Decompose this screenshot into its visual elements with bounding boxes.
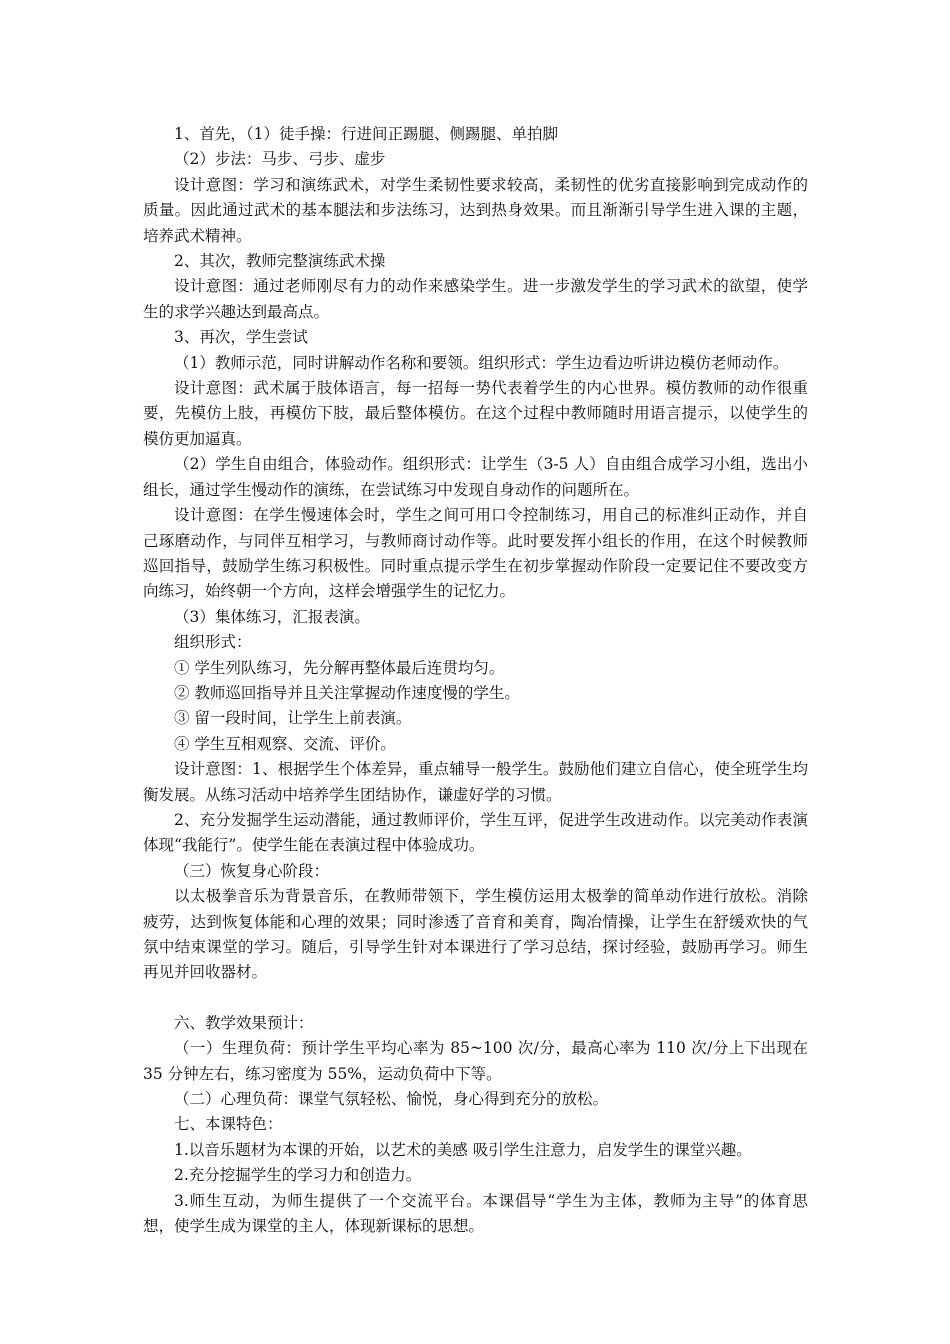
paragraph-group-practice: （2）学生自由组合，体验动作。组织形式：让学生（3-5 人）自由组合成学习小组，选出小组长，通过学生慢动作的演练，在尝试练习中发现自身动作的问题所在。 — [143, 455, 808, 499]
list-item-2: ② 教师巡回指导并且关注掌握动作速度慢的学生。 — [174, 683, 520, 702]
paragraph-taichi-cooldown: 以太极拳音乐为背景音乐，在教师带领下，学生模仿运用太极拳的简单动作进行放松。消除疲劳，达到恢复体能和心理的效果；同时渗透了音育和美育，陶冶情操，让学生在舒缓欢快的气氛中结束课堂的学习。随后，引导学生针对本课进行了学习总结，探讨经验，鼓励再学习。师生再见并回收器材。 — [143, 887, 808, 982]
paragraph-organization-form: 组织形式： — [174, 633, 252, 652]
paragraph-footwork: （2）步法：马步、弓步、虚步 — [174, 150, 386, 169]
paragraph-spacer — [143, 986, 808, 1011]
paragraph-warmup-drills: 1、首先，（1）徒手操：行进间正踢腿、侧踢腿、单拍脚 — [174, 125, 558, 143]
paragraph-physiological-load: （一）生理负荷：预计学生平均心率为 85~100 次/分，最高心率为 110 次/分上下出现在 35 分钟左右，练习密度为 55%，运动负荷中下等。 — [143, 1039, 808, 1083]
paragraph-teacher-demo: 2、其次，教师完整演练武术操 — [174, 252, 386, 271]
list-item-1: ① 学生列队练习，先分解再整体最后连贯均匀。 — [174, 658, 505, 677]
section-heading-expected-effect: 六、教学效果预计： — [174, 1013, 314, 1032]
list-item-4: ④ 学生互相观察、交流、评价。 — [174, 734, 396, 753]
paragraph-design-intent-1: 设计意图：学习和演练武术，对学生柔韧性要求较高，柔韧性的优劣直接影响到完成动作的质量。因此通过武术的基本腿法和步法练习，达到热身效果。而且渐渐引导学生进入课的主题，培养武术精神。 — [143, 175, 808, 245]
section-heading-recovery: （三）恢复身心阶段： — [174, 861, 330, 880]
feature-item-2: 2.充分挖掘学生的学习力和创造力。 — [174, 1166, 422, 1185]
paragraph-teacher-explain: （1）教师示范，同时讲解动作名称和要领。组织形式：学生边看边听讲边模仿老师动作。 — [174, 353, 789, 372]
paragraph-collective-practice: （3）集体练习，汇报表演。 — [174, 607, 370, 626]
section-heading-features: 七、本课特色： — [174, 1115, 283, 1134]
paragraph-design-intent-4: 设计意图：在学生慢速体会时，学生之间可用口令控制练习，用自己的标准纠正动作，并自己琢磨动作，与同伴互相学习，与教师商讨动作等。此时要发挥小组长的作用，在这个时候教师巡回指导，鼓励学生练习积极性。同时重点提示学生在初步掌握动作阶段一定要记住不要改变方向练习，始终朝一个方向，这样会增强学生的记忆力。 — [143, 506, 808, 601]
paragraph-design-intent-2: 设计意图：通过老师刚尽有力的动作来感染学生。进一步激发学生的学习武术的欲望，使学生的求学兴趣达到最高点。 — [143, 277, 808, 321]
paragraph-psychological-load: （二）心理负荷：课堂气氛轻松、愉悦，身心得到充分的放松。 — [174, 1090, 609, 1109]
document-page — [143, 122, 808, 1239]
feature-item-3: 3.师生互动，为师生提供了一个交流平台。本课倡导“学生为主体，教师为主导”的体育思想，使学生成为课堂的主人，体现新课标的思想。 — [143, 1191, 808, 1236]
feature-item-1: 1.以音乐题材为本课的开始，以艺术的美感 吸引学生注意力，启发学生的课堂兴趣。 — [174, 1140, 752, 1159]
paragraph-potential: 2、充分发掘学生运动潜能，通过教师评价，学生互评，促进学生改进动作。以完美动作表演体现“我能行”。使学生能在表演过程中体验成功。 — [143, 810, 808, 855]
list-item-3: ③ 留一段时间，让学生上前表演。 — [174, 709, 412, 728]
paragraph-design-intent-3: 设计意图：武术属于肢体语言，每一招每一势代表着学生的内心世界。模仿教师的动作很重要，先模仿上肢，再模仿下肢，最后整体模仿。在这个过程中教师随时用语言提示，以使学生的模仿更加逼真。 — [143, 379, 808, 448]
paragraph-student-try: 3、再次，学生尝试 — [174, 328, 308, 347]
paragraph-design-intent-5: 设计意图：1、根据学生个体差异，重点辅导一般学生。鼓励他们建立自信心，使全班学生均衡发展。从练习活动中培养学生团结协作，谦虚好学的习惯。 — [143, 760, 808, 804]
